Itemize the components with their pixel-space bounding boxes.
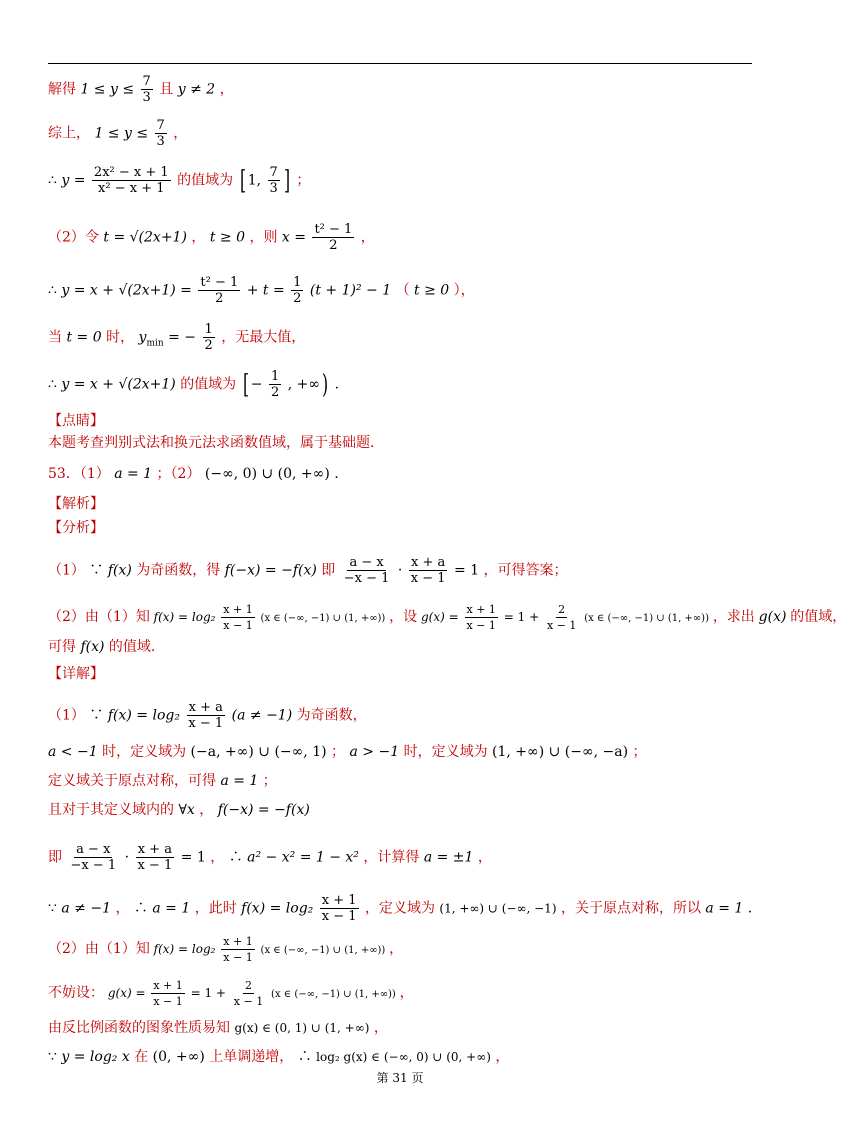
text: ， xyxy=(173,125,188,142)
because-symbol: ∵ xyxy=(48,900,57,917)
analysis-line-1 xyxy=(48,555,568,586)
text: ， xyxy=(219,81,234,98)
text: ； xyxy=(632,744,647,760)
math: a² − x² = 1 − x² xyxy=(247,849,359,866)
text: ， xyxy=(477,849,492,866)
text: ， xyxy=(389,941,404,957)
detail-line-7 xyxy=(48,934,403,965)
text: ，可得答案； xyxy=(483,562,568,579)
text: ， xyxy=(399,985,414,1001)
text: ， xyxy=(191,229,206,246)
math: a = 1 xyxy=(114,466,153,482)
text: ，求出 xyxy=(712,609,755,625)
math: y = x + √(2x+1) = xyxy=(61,282,192,299)
text: 当 xyxy=(48,329,62,346)
math: x = xyxy=(281,229,306,246)
math: y xyxy=(138,329,147,346)
fraction: $\frac{\text{t² − 1}}{2}$ xyxy=(200,275,239,306)
section-heading-dianjing: 【点睛】 xyxy=(48,413,104,429)
analysis-line-2 xyxy=(48,602,846,633)
text: 为奇函数， xyxy=(296,707,367,724)
math: · xyxy=(397,562,403,579)
header-rule xyxy=(48,63,752,64)
text: 上单调递增， xyxy=(209,1049,294,1065)
text: ， xyxy=(115,900,130,917)
text: ， xyxy=(495,1049,510,1065)
analysis-line-3 xyxy=(48,637,155,657)
math: = 1 xyxy=(453,562,480,579)
text: ， xyxy=(373,1020,388,1036)
math: f(x) = log₂ xyxy=(241,900,314,917)
math: + t = xyxy=(246,282,285,299)
text: 解得 xyxy=(48,81,76,98)
text: （2）由（1）知 xyxy=(48,609,150,625)
therefore-symbol: ∴ xyxy=(48,376,57,393)
text: ，定义域为 xyxy=(364,900,435,917)
math: f(−x) = −f(x) xyxy=(224,562,317,579)
math: f(−x) = −f(x) xyxy=(217,802,310,818)
text: 可得 xyxy=(48,639,76,655)
math: (1, +∞) ∪ (−∞, −1) xyxy=(439,901,557,916)
text: 即 xyxy=(48,849,62,866)
math: y ≠ 2 xyxy=(177,81,216,98)
text: ，无最大值， xyxy=(221,329,306,346)
math: (x ∈ (−∞, −1) ∪ (1, +∞)) xyxy=(584,613,709,624)
fraction: $\frac{x + 1}{x - 1}$ xyxy=(466,603,496,632)
math: g(x) ∈ (0, 1) ∪ (1, +∞) xyxy=(234,1021,370,1035)
subscript: min xyxy=(146,338,164,349)
text: 为奇函数，得 xyxy=(136,562,221,579)
detail-line-1 xyxy=(48,700,367,731)
detail-line-6 xyxy=(48,893,752,924)
math: g(x) xyxy=(758,609,787,625)
summary-text: 本题考查判别式法和换元法求函数值域，属于基础题. xyxy=(48,435,375,451)
solution-line-4 xyxy=(48,222,375,253)
therefore-symbol: ∴ xyxy=(228,849,243,866)
text: （ xyxy=(395,282,410,299)
math: a = ±1 xyxy=(423,849,474,866)
fraction: $\frac{1}{2}$ xyxy=(293,275,302,306)
fraction: $\frac{7}{3}$ xyxy=(156,118,165,149)
text: 在 xyxy=(134,1049,149,1065)
math: f(x) = log₂ xyxy=(153,942,216,956)
fraction: $\frac{x + 1}{x - 1}$ xyxy=(223,603,253,632)
solution-line-5 xyxy=(48,275,475,306)
solution-line-2 xyxy=(48,118,187,149)
math: a = 1 xyxy=(152,900,191,917)
text: 的值域. xyxy=(108,639,156,655)
math: (−a, +∞) ∪ (−∞, 1) xyxy=(190,744,327,760)
therefore-symbol: ∴ xyxy=(297,1049,312,1065)
fraction: $\frac{x + 1}{x - 1}$ xyxy=(153,979,183,1008)
text: 综上， xyxy=(48,125,90,142)
math: (x ∈ (−∞, −1) ∪ (1, +∞)) xyxy=(271,989,396,1000)
text: （1） xyxy=(48,707,85,724)
fraction: $\frac{x + 1}{x - 1}$ xyxy=(223,935,253,964)
therefore-symbol: ∴ xyxy=(48,282,57,299)
math: g(x) = xyxy=(420,610,459,624)
text: （2）由（1）知 xyxy=(48,941,150,957)
text: （2）令 xyxy=(48,229,99,246)
text: 时，定义域为 xyxy=(102,744,187,760)
math: 1 ≤ y ≤ xyxy=(80,81,135,98)
math: t = √(2x+1) xyxy=(103,229,187,246)
math: g(x) = xyxy=(107,986,146,1000)
fraction: $\frac{\text{2x² − x + 1}}{\text{x² − x + 1}}$ xyxy=(93,165,169,196)
math: a = 1 xyxy=(220,773,259,789)
math: ∀x xyxy=(178,802,195,818)
text: 53．（1） xyxy=(48,466,110,482)
math: (x ∈ (−∞, −1) ∪ (1, +∞)) xyxy=(260,945,386,956)
fraction: $\frac{7}{3}$ xyxy=(269,165,278,196)
text: ； xyxy=(296,172,311,189)
because-symbol: ∵ xyxy=(89,562,104,579)
math: = − xyxy=(168,329,197,346)
solution-line-3: ∴ y = $\frac{\text{2x² − x + 1}}{\text{x² − x + 1}}$ 的值域为 [ 1, $\frac{7}{3}$ ] ； xyxy=(48,165,311,196)
section-heading-jiexi: 【解析】 xyxy=(48,496,104,512)
math: = 1 + xyxy=(190,986,226,1000)
fraction: $\frac{a - x}{-x - 1}$ xyxy=(343,555,390,586)
math: f(x) xyxy=(80,639,105,655)
detail-line-5 xyxy=(48,842,492,873)
text: 时， xyxy=(106,329,135,346)
math: 1 ≤ y ≤ xyxy=(94,125,149,142)
text: 且 xyxy=(159,81,174,98)
fraction: $\frac{2}{x - 1}$ xyxy=(546,603,577,632)
math: (1, +∞) ∪ (−∞, −a) xyxy=(492,744,629,760)
page-number: 第 31 页 xyxy=(376,1071,424,1085)
math: a = 1 xyxy=(705,900,744,917)
math: , +∞ xyxy=(287,376,321,393)
math: f(x) = log₂ xyxy=(107,707,180,724)
fraction: $\frac{1}{2}$ xyxy=(270,369,280,400)
math: y = xyxy=(61,172,86,189)
text: ）， xyxy=(453,282,475,299)
math: t ≥ 0 xyxy=(209,229,245,246)
text: . xyxy=(747,900,753,917)
text: ，设 xyxy=(389,609,418,625)
detail-line-9 xyxy=(48,1018,388,1038)
because-symbol: ∵ xyxy=(48,1049,57,1065)
math: a > −1 xyxy=(349,744,400,760)
text: 的值域为 xyxy=(180,376,237,393)
therefore-symbol: ∴ xyxy=(133,900,148,917)
text: 且对于其定义域内的 xyxy=(48,802,174,818)
fraction: $\frac{x + a}{x - 1}$ xyxy=(410,555,446,586)
math: f(x) xyxy=(107,562,132,579)
math: a < −1 xyxy=(48,744,98,760)
text: ；（2） xyxy=(156,466,201,482)
text: （1） xyxy=(48,562,85,579)
text: ， xyxy=(360,229,375,246)
section-heading-fenxi: 【分析】 xyxy=(48,520,104,536)
math: − xyxy=(250,376,263,393)
solution-line-6 xyxy=(48,322,305,353)
text: ，计算得 xyxy=(363,849,420,866)
text: ，此时 xyxy=(194,900,237,917)
math: t ≥ 0 xyxy=(414,282,450,299)
text: 的值域为 xyxy=(177,172,234,189)
solution-line-1 xyxy=(48,74,234,105)
text: 定义域关于原点对称，可得 xyxy=(48,773,216,789)
math: y = log₂ x xyxy=(61,1049,130,1065)
detail-line-10 xyxy=(48,1047,509,1067)
math: (x ∈ (−∞, −1) ∪ (1, +∞)) xyxy=(260,613,386,624)
math: (a ≠ −1) xyxy=(231,707,293,724)
math: = 1 xyxy=(180,849,206,866)
text: . xyxy=(334,376,340,393)
text: ； xyxy=(262,773,277,789)
text: ； xyxy=(331,744,346,760)
answer-53 xyxy=(48,464,339,484)
text: 的值域， xyxy=(790,609,846,625)
fraction: $\frac{2}{x - 1}$ xyxy=(233,979,264,1008)
therefore-symbol: ∴ xyxy=(48,172,57,189)
text: ，则 xyxy=(249,229,278,246)
math: t = 0 xyxy=(66,329,102,346)
fraction: $\frac{a - x}{-x - 1}$ xyxy=(70,842,117,873)
math: (t + 1)² − 1 xyxy=(309,282,392,299)
math: · xyxy=(124,849,130,866)
solution-line-7: ∴ y = x + √(2x+1) 的值域为 [ − $\frac{1}{2}$ , +∞) . xyxy=(48,369,340,400)
text: 不妨设： xyxy=(48,985,104,1001)
because-symbol: ∵ xyxy=(89,707,104,724)
text: ， xyxy=(199,802,214,818)
math: log₂ g(x) ∈ (−∞, 0) ∪ (0, +∞) xyxy=(316,1050,491,1064)
text: . xyxy=(334,466,339,482)
text: ，关于原点对称，所以 xyxy=(560,900,701,917)
math: (−∞, 0) ∪ (0, +∞) xyxy=(204,466,330,482)
detail-line-4 xyxy=(48,800,310,820)
math: (0, +∞) xyxy=(152,1049,205,1065)
fraction: $\frac{\text{t² − 1}}{2}$ xyxy=(314,222,353,253)
math: f(x) = log₂ xyxy=(153,610,216,624)
fraction: $\frac{x + a}{x - 1}$ xyxy=(137,842,173,873)
math: = 1 + xyxy=(503,610,540,624)
text: ， xyxy=(210,849,225,866)
detail-line-2 xyxy=(48,742,647,762)
math: y = x + √(2x+1) xyxy=(61,376,176,393)
math: 1, xyxy=(247,172,262,189)
text: 由反比例函数的图象性质易知 xyxy=(48,1020,230,1036)
fraction: $\frac{x + a}{x - 1}$ xyxy=(188,700,224,731)
detail-line-3 xyxy=(48,771,277,791)
text: 时，定义域为 xyxy=(403,744,488,760)
fraction: $\frac{1}{2}$ xyxy=(204,322,213,353)
text: 即 xyxy=(321,562,336,579)
section-heading-xiangjie: 【详解】 xyxy=(48,666,104,682)
fraction: $\frac{7}{3}$ xyxy=(142,74,151,105)
detail-line-8 xyxy=(48,978,414,1009)
math: a ≠ −1 xyxy=(61,900,111,917)
fraction: $\frac{x + 1}{x - 1}$ xyxy=(321,893,357,924)
